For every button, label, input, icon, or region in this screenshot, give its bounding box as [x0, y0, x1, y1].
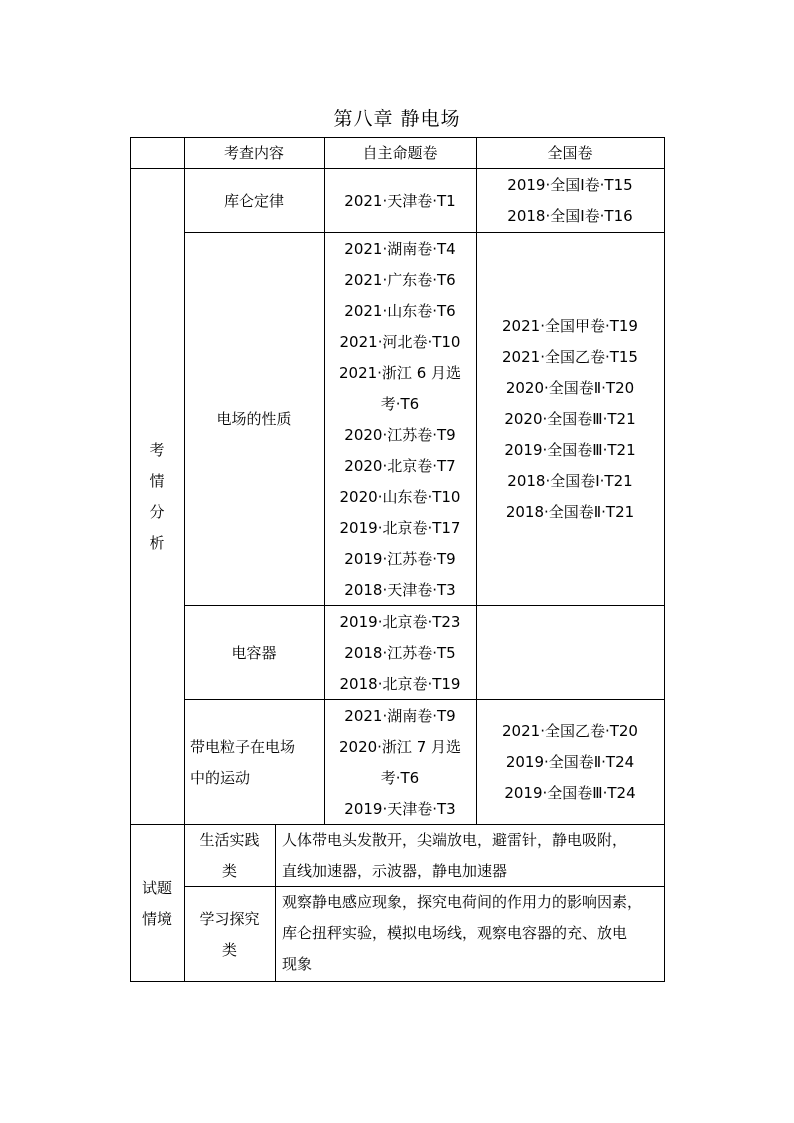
topic-line: 电场的性质	[216, 410, 292, 428]
national-paper-item: 2021·全国乙卷·T20	[502, 722, 638, 740]
national-paper-item: 2021·全国乙卷·T15	[502, 348, 638, 366]
topic-line: 带电粒子在电场	[190, 737, 296, 756]
section-label-line: 试题	[141, 878, 172, 897]
section-label-char: 分	[149, 503, 165, 521]
header-topic: 考查内容	[223, 143, 284, 162]
national-paper-item: 2020·全国卷Ⅱ·T20	[505, 379, 635, 397]
national-paper-item: 2018·全国Ⅰ卷·T16	[507, 207, 633, 225]
topic-cell	[184, 233, 324, 606]
topic-line: 电容器	[231, 643, 277, 662]
table-rule	[184, 605, 665, 606]
self-paper-item: 2018·北京卷·T19	[339, 674, 461, 693]
national-paper-item: 2019·全国卷Ⅱ·T24	[505, 753, 635, 771]
self-paper-item: 2021·浙江 6 月选	[338, 363, 462, 382]
national-paper-cell	[476, 700, 664, 825]
self-paper-item: 2020·山东卷·T10	[339, 487, 461, 506]
national-paper-cell	[476, 233, 664, 606]
topic-line: 中的运动	[190, 768, 251, 787]
self-paper-item: 2020·浙江 7 月选	[338, 737, 462, 756]
self-paper-item: 2019·北京卷·T17	[339, 518, 461, 537]
self-paper-item: 2021·山东卷·T6	[344, 301, 456, 320]
self-paper-cell	[324, 233, 476, 606]
section-label-test-context	[130, 825, 184, 982]
scenario-text: 观察静电感应现象，探究电荷间的作用力的影响因素， 库仑扭秤实验，模拟电场线，观察电容器的充、放电 现象	[282, 893, 643, 973]
national-paper-item: 2021·全国甲卷·T19	[502, 317, 638, 335]
national-paper-cell	[476, 169, 664, 233]
self-paper-item: 2018·江苏卷·T5	[344, 643, 456, 662]
self-paper-item: 2021·河北卷·T10	[339, 332, 461, 351]
table-rule	[184, 232, 665, 233]
national-paper-item: 2019·全国卷Ⅲ·T24	[504, 784, 636, 802]
section-label-char: 情	[149, 472, 165, 490]
header-self-paper: 自主命题卷	[362, 143, 438, 162]
scenario-text: 人体带电头发散开，尖端放电，避雷针，静电吸附， 直线加速器，示波器，静电加速器	[282, 831, 628, 880]
national-paper-item: 2018·全国卷Ⅱ·T21	[505, 503, 635, 521]
table-border-right	[664, 137, 665, 982]
self-paper-item: 2019·江苏卷·T9	[344, 549, 456, 568]
header-blank	[130, 137, 184, 169]
national-paper-item: 2019·全国卷Ⅲ·T21	[504, 441, 636, 459]
topic-cell	[184, 606, 324, 700]
table-rule	[184, 699, 665, 700]
self-paper-cell	[324, 169, 476, 233]
section-label-exam-analysis	[130, 169, 184, 825]
page-title: 第八章 静电场	[333, 108, 461, 130]
scenario-category-line: 类	[221, 940, 237, 959]
self-paper-item: 2020·北京卷·T7	[344, 456, 456, 475]
topic-cell	[184, 169, 324, 233]
table-rule	[275, 824, 276, 982]
national-paper-item: 2018·全国卷Ⅰ·T21	[507, 472, 633, 490]
topic-cell	[184, 700, 324, 825]
self-paper-item: 2021·湖南卷·T9	[344, 706, 456, 725]
table-border-left	[130, 137, 131, 982]
self-paper-item: 考·T6	[380, 768, 420, 787]
table-rule	[476, 137, 477, 825]
scenario-category-cell	[184, 887, 275, 982]
scenario-category-line: 生活实践	[199, 831, 260, 849]
table-rule	[184, 886, 665, 887]
table-border-top	[130, 137, 665, 138]
topic-line: 库仑定律	[223, 191, 284, 210]
self-paper-item: 2020·江苏卷·T9	[344, 425, 456, 444]
header-national-paper: 全国卷	[547, 143, 593, 162]
self-paper-item: 2019·天津卷·T3	[344, 799, 456, 818]
section-label-char: 析	[149, 534, 165, 552]
self-paper-item: 2021·广东卷·T6	[344, 270, 456, 289]
table-rule	[324, 137, 325, 825]
section-label-char: 考	[149, 441, 165, 459]
scenario-category-line: 类	[221, 862, 237, 880]
self-paper-item: 考·T6	[380, 394, 420, 413]
table-rule	[130, 168, 665, 169]
table-rule	[130, 824, 665, 825]
self-paper-cell	[324, 606, 476, 700]
self-paper-item: 2019·北京卷·T23	[339, 612, 461, 631]
self-paper-item: 2021·湖南卷·T4	[344, 239, 456, 258]
national-paper-item: 2020·全国卷Ⅲ·T21	[504, 410, 636, 428]
self-paper-item: 2018·天津卷·T3	[344, 580, 456, 599]
table-border-bottom	[130, 981, 665, 982]
self-paper-item: 2021·天津卷·T1	[344, 191, 456, 210]
table-rule	[184, 137, 185, 982]
self-paper-cell	[324, 700, 476, 825]
section-label-line: 情境	[141, 909, 172, 928]
scenario-category-line: 学习探究	[199, 909, 260, 928]
national-paper-cell	[476, 606, 664, 700]
scenario-category-cell	[184, 825, 275, 887]
national-paper-item: 2019·全国Ⅰ卷·T15	[507, 176, 633, 194]
